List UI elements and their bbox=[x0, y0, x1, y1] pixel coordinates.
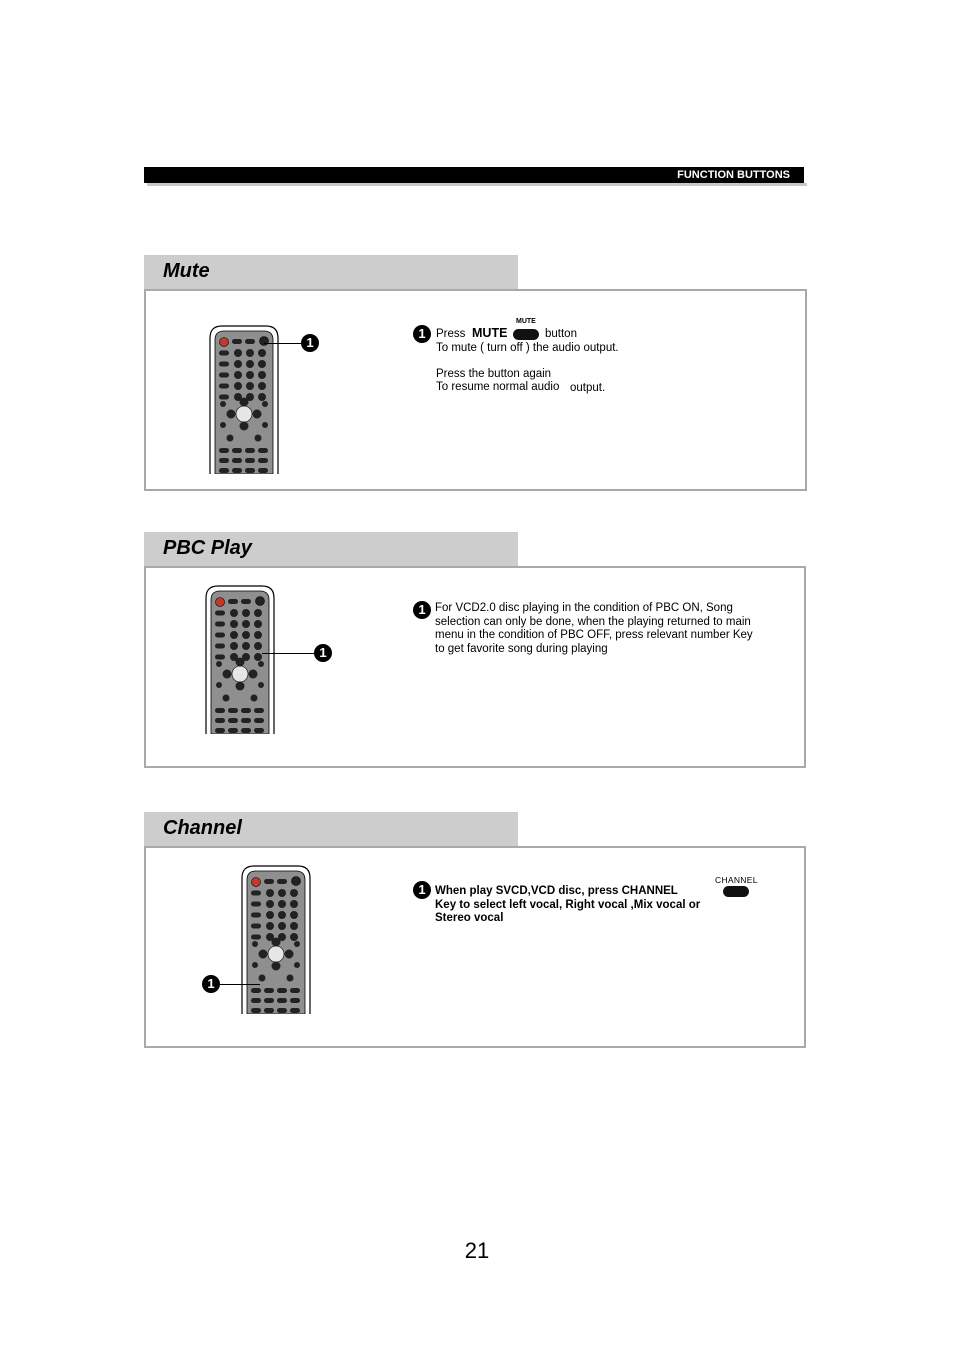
remote-number-button bbox=[234, 349, 242, 357]
remote-bottom-button bbox=[232, 458, 242, 463]
section-title-channel: Channel bbox=[163, 817, 242, 839]
remote-small-round-button bbox=[255, 435, 262, 442]
remote-side-button bbox=[215, 611, 225, 616]
remote-bottom-button bbox=[219, 468, 229, 473]
remote-bottom-button bbox=[245, 448, 255, 453]
remote-bottom-button bbox=[264, 1008, 274, 1013]
remote-number-button bbox=[278, 922, 286, 930]
remote-right-button bbox=[249, 670, 258, 679]
callout-line-mute bbox=[264, 343, 301, 344]
remote-bottom-button bbox=[254, 728, 264, 733]
remote-up-button bbox=[272, 938, 281, 947]
remote-side-button bbox=[215, 655, 225, 660]
remote-bottom-button bbox=[232, 468, 242, 473]
remote-number-button bbox=[234, 360, 242, 368]
remote-illustration-mute bbox=[208, 324, 280, 474]
step-marker-pbc-play: 1 bbox=[413, 601, 431, 619]
channel-button-icon bbox=[723, 886, 749, 897]
remote-number-button bbox=[246, 371, 254, 379]
remote-side-button bbox=[215, 622, 225, 627]
remote-number-button bbox=[254, 631, 262, 639]
remote-small-round-button bbox=[216, 661, 222, 667]
remote-side-button bbox=[251, 902, 261, 907]
remote-bottom-button bbox=[254, 718, 264, 723]
remote-small-button bbox=[232, 339, 242, 344]
remote-small-round-button bbox=[287, 975, 294, 982]
remote-eject-button bbox=[260, 337, 269, 346]
mute-button-icon bbox=[513, 329, 539, 340]
callout-line-channel bbox=[220, 984, 260, 985]
remote-small-button bbox=[241, 599, 251, 604]
remote-number-button bbox=[258, 360, 266, 368]
callout-marker-pbc-play: 1 bbox=[314, 644, 332, 662]
remote-number-button bbox=[246, 349, 254, 357]
remote-small-round-button bbox=[294, 962, 300, 968]
remote-bottom-button bbox=[215, 718, 225, 723]
remote-number-button bbox=[254, 642, 262, 650]
remote-bottom-button bbox=[290, 988, 300, 993]
remote-side-button bbox=[219, 362, 229, 367]
remote-side-button bbox=[219, 384, 229, 389]
remote-bottom-button bbox=[251, 988, 261, 993]
remote-number-button bbox=[290, 933, 298, 941]
remote-number-button bbox=[258, 382, 266, 390]
remote-bottom-button bbox=[228, 718, 238, 723]
remote-small-round-button bbox=[258, 661, 264, 667]
pbc-description bbox=[435, 602, 753, 656]
remote-up-button bbox=[236, 658, 245, 667]
channel-line-1: When play SVCD,VCD disc, press CHANNEL bbox=[435, 885, 678, 897]
remote-small-round-button bbox=[262, 401, 268, 407]
remote-left-button bbox=[223, 670, 232, 679]
remote-small-round-button bbox=[259, 975, 266, 982]
remote-small-round-button bbox=[258, 682, 264, 688]
channel-button-caption: CHANNEL bbox=[715, 875, 758, 885]
remote-number-button bbox=[266, 889, 274, 897]
header-title: FUNCTION BUTTONS bbox=[677, 169, 790, 181]
remote-power-button bbox=[252, 878, 261, 887]
remote-side-button bbox=[251, 924, 261, 929]
remote-small-round-button bbox=[294, 941, 300, 947]
mute-line-3: Press the button again bbox=[436, 368, 552, 380]
remote-bottom-button bbox=[264, 998, 274, 1003]
remote-number-button bbox=[258, 371, 266, 379]
remote-bottom-button bbox=[215, 708, 225, 713]
header-shadow bbox=[147, 183, 807, 186]
remote-small-button bbox=[245, 339, 255, 344]
remote-number-button bbox=[266, 900, 274, 908]
remote-number-button bbox=[242, 620, 250, 628]
remote-small-round-button bbox=[220, 401, 226, 407]
section-tab-channel bbox=[144, 812, 518, 846]
remote-number-button bbox=[230, 609, 238, 617]
header-bar bbox=[144, 167, 804, 183]
remote-bottom-button bbox=[264, 988, 274, 993]
remote-bottom-button bbox=[228, 708, 238, 713]
remote-bottom-button bbox=[258, 458, 268, 463]
remote-number-button bbox=[242, 609, 250, 617]
remote-small-round-button bbox=[252, 962, 258, 968]
remote-side-button bbox=[215, 644, 225, 649]
remote-right-button bbox=[285, 950, 294, 959]
remote-bottom-button bbox=[219, 448, 229, 453]
remote-eject-button bbox=[292, 877, 301, 886]
remote-number-button bbox=[254, 609, 262, 617]
remote-number-button bbox=[230, 620, 238, 628]
remote-left-button bbox=[227, 410, 236, 419]
remote-bottom-button bbox=[232, 448, 242, 453]
remote-small-round-button bbox=[223, 695, 230, 702]
remote-bottom-button bbox=[254, 708, 264, 713]
mute-line-4b: output. bbox=[570, 382, 606, 394]
remote-illustration-channel bbox=[240, 864, 312, 1014]
remote-small-round-button bbox=[251, 695, 258, 702]
remote-number-button bbox=[246, 382, 254, 390]
channel-description bbox=[435, 885, 700, 926]
remote-down-button bbox=[236, 682, 245, 691]
remote-illustration-pbc-play bbox=[204, 584, 276, 734]
remote-number-button bbox=[230, 631, 238, 639]
callout-marker-channel: 1 bbox=[202, 975, 220, 993]
remote-side-button bbox=[219, 351, 229, 356]
remote-small-button bbox=[228, 599, 238, 604]
mute-line-2: To mute ( turn off ) the audio output. bbox=[436, 342, 619, 354]
remote-number-button bbox=[254, 620, 262, 628]
mute-button-caption: MUTE bbox=[516, 318, 536, 325]
remote-number-button bbox=[230, 642, 238, 650]
remote-number-button bbox=[258, 393, 266, 401]
remote-eject-button bbox=[256, 597, 265, 606]
remote-bottom-button bbox=[245, 468, 255, 473]
remote-enter-button bbox=[232, 666, 248, 682]
remote-number-button bbox=[246, 360, 254, 368]
remote-number-button bbox=[234, 382, 242, 390]
remote-small-round-button bbox=[252, 941, 258, 947]
remote-side-button bbox=[219, 395, 229, 400]
mute-line-button: button bbox=[545, 328, 577, 340]
remote-bottom-button bbox=[219, 458, 229, 463]
remote-bottom-button bbox=[251, 1008, 261, 1013]
remote-left-button bbox=[259, 950, 268, 959]
remote-small-round-button bbox=[227, 435, 234, 442]
mute-key-label: MUTE bbox=[472, 326, 508, 340]
remote-up-button bbox=[240, 398, 249, 407]
remote-side-button bbox=[219, 373, 229, 378]
callout-marker-mute: 1 bbox=[301, 334, 319, 352]
remote-bottom-button bbox=[241, 718, 251, 723]
section-tab-pbc-play bbox=[144, 532, 518, 566]
callout-line-pbc-play bbox=[262, 653, 314, 654]
remote-bottom-button bbox=[277, 998, 287, 1003]
remote-number-button bbox=[234, 371, 242, 379]
remote-number-button bbox=[290, 889, 298, 897]
section-title-mute: Mute bbox=[163, 260, 210, 282]
step-marker-channel: 1 bbox=[413, 881, 431, 899]
step-marker-mute: 1 bbox=[413, 325, 431, 343]
remote-number-button bbox=[254, 653, 262, 661]
remote-right-button bbox=[253, 410, 262, 419]
remote-side-button bbox=[215, 633, 225, 638]
remote-small-button bbox=[264, 879, 274, 884]
channel-line-2: Key to select left vocal, Right vocal ,Mix vocal or bbox=[435, 898, 701, 911]
section-title-pbc-play: PBC Play bbox=[163, 537, 252, 559]
mute-line-4a: To resume normal audio bbox=[436, 381, 560, 393]
remote-bottom-button bbox=[277, 988, 287, 993]
remote-small-round-button bbox=[262, 422, 268, 428]
remote-bottom-button bbox=[245, 458, 255, 463]
remote-bottom-button bbox=[290, 1008, 300, 1013]
remote-bottom-button bbox=[215, 728, 225, 733]
channel-line-3: Stereo vocal bbox=[435, 912, 504, 924]
mute-line-press: Press bbox=[436, 328, 466, 340]
remote-small-button bbox=[277, 879, 287, 884]
remote-bottom-button bbox=[258, 468, 268, 473]
remote-down-button bbox=[272, 962, 281, 971]
remote-bottom-button bbox=[277, 1008, 287, 1013]
pbc-line-2: selection can only be done, when the playing returned to main bbox=[435, 615, 751, 628]
remote-bottom-button bbox=[258, 448, 268, 453]
remote-down-button bbox=[240, 422, 249, 431]
remote-number-button bbox=[242, 631, 250, 639]
remote-bottom-button bbox=[228, 728, 238, 733]
remote-bottom-button bbox=[290, 998, 300, 1003]
remote-enter-button bbox=[268, 946, 284, 962]
remote-power-button bbox=[220, 338, 229, 347]
section-tab-mute bbox=[144, 255, 518, 289]
remote-number-button bbox=[290, 900, 298, 908]
remote-enter-button bbox=[236, 406, 252, 422]
remote-number-button bbox=[258, 349, 266, 357]
remote-number-button bbox=[266, 911, 274, 919]
remote-number-button bbox=[278, 900, 286, 908]
remote-power-button bbox=[216, 598, 225, 607]
remote-number-button bbox=[290, 911, 298, 919]
remote-number-button bbox=[290, 922, 298, 930]
remote-small-round-button bbox=[220, 422, 226, 428]
remote-side-button bbox=[251, 891, 261, 896]
remote-number-button bbox=[242, 642, 250, 650]
remote-bottom-button bbox=[241, 728, 251, 733]
remote-small-round-button bbox=[216, 682, 222, 688]
remote-bottom-button bbox=[251, 998, 261, 1003]
pbc-line-1: For VCD2.0 disc playing in the condition of PBC ON, Song bbox=[435, 602, 733, 614]
remote-number-button bbox=[278, 911, 286, 919]
pbc-line-4: to get favorite song during playing bbox=[435, 642, 608, 655]
remote-bottom-button bbox=[241, 708, 251, 713]
remote-number-button bbox=[278, 889, 286, 897]
remote-side-button bbox=[251, 913, 261, 918]
page-number: 21 bbox=[464, 1238, 490, 1263]
remote-number-button bbox=[266, 922, 274, 930]
pbc-line-3: menu in the condition of PBC OFF, press relevant number Key bbox=[435, 629, 753, 641]
remote-side-button bbox=[251, 935, 261, 940]
